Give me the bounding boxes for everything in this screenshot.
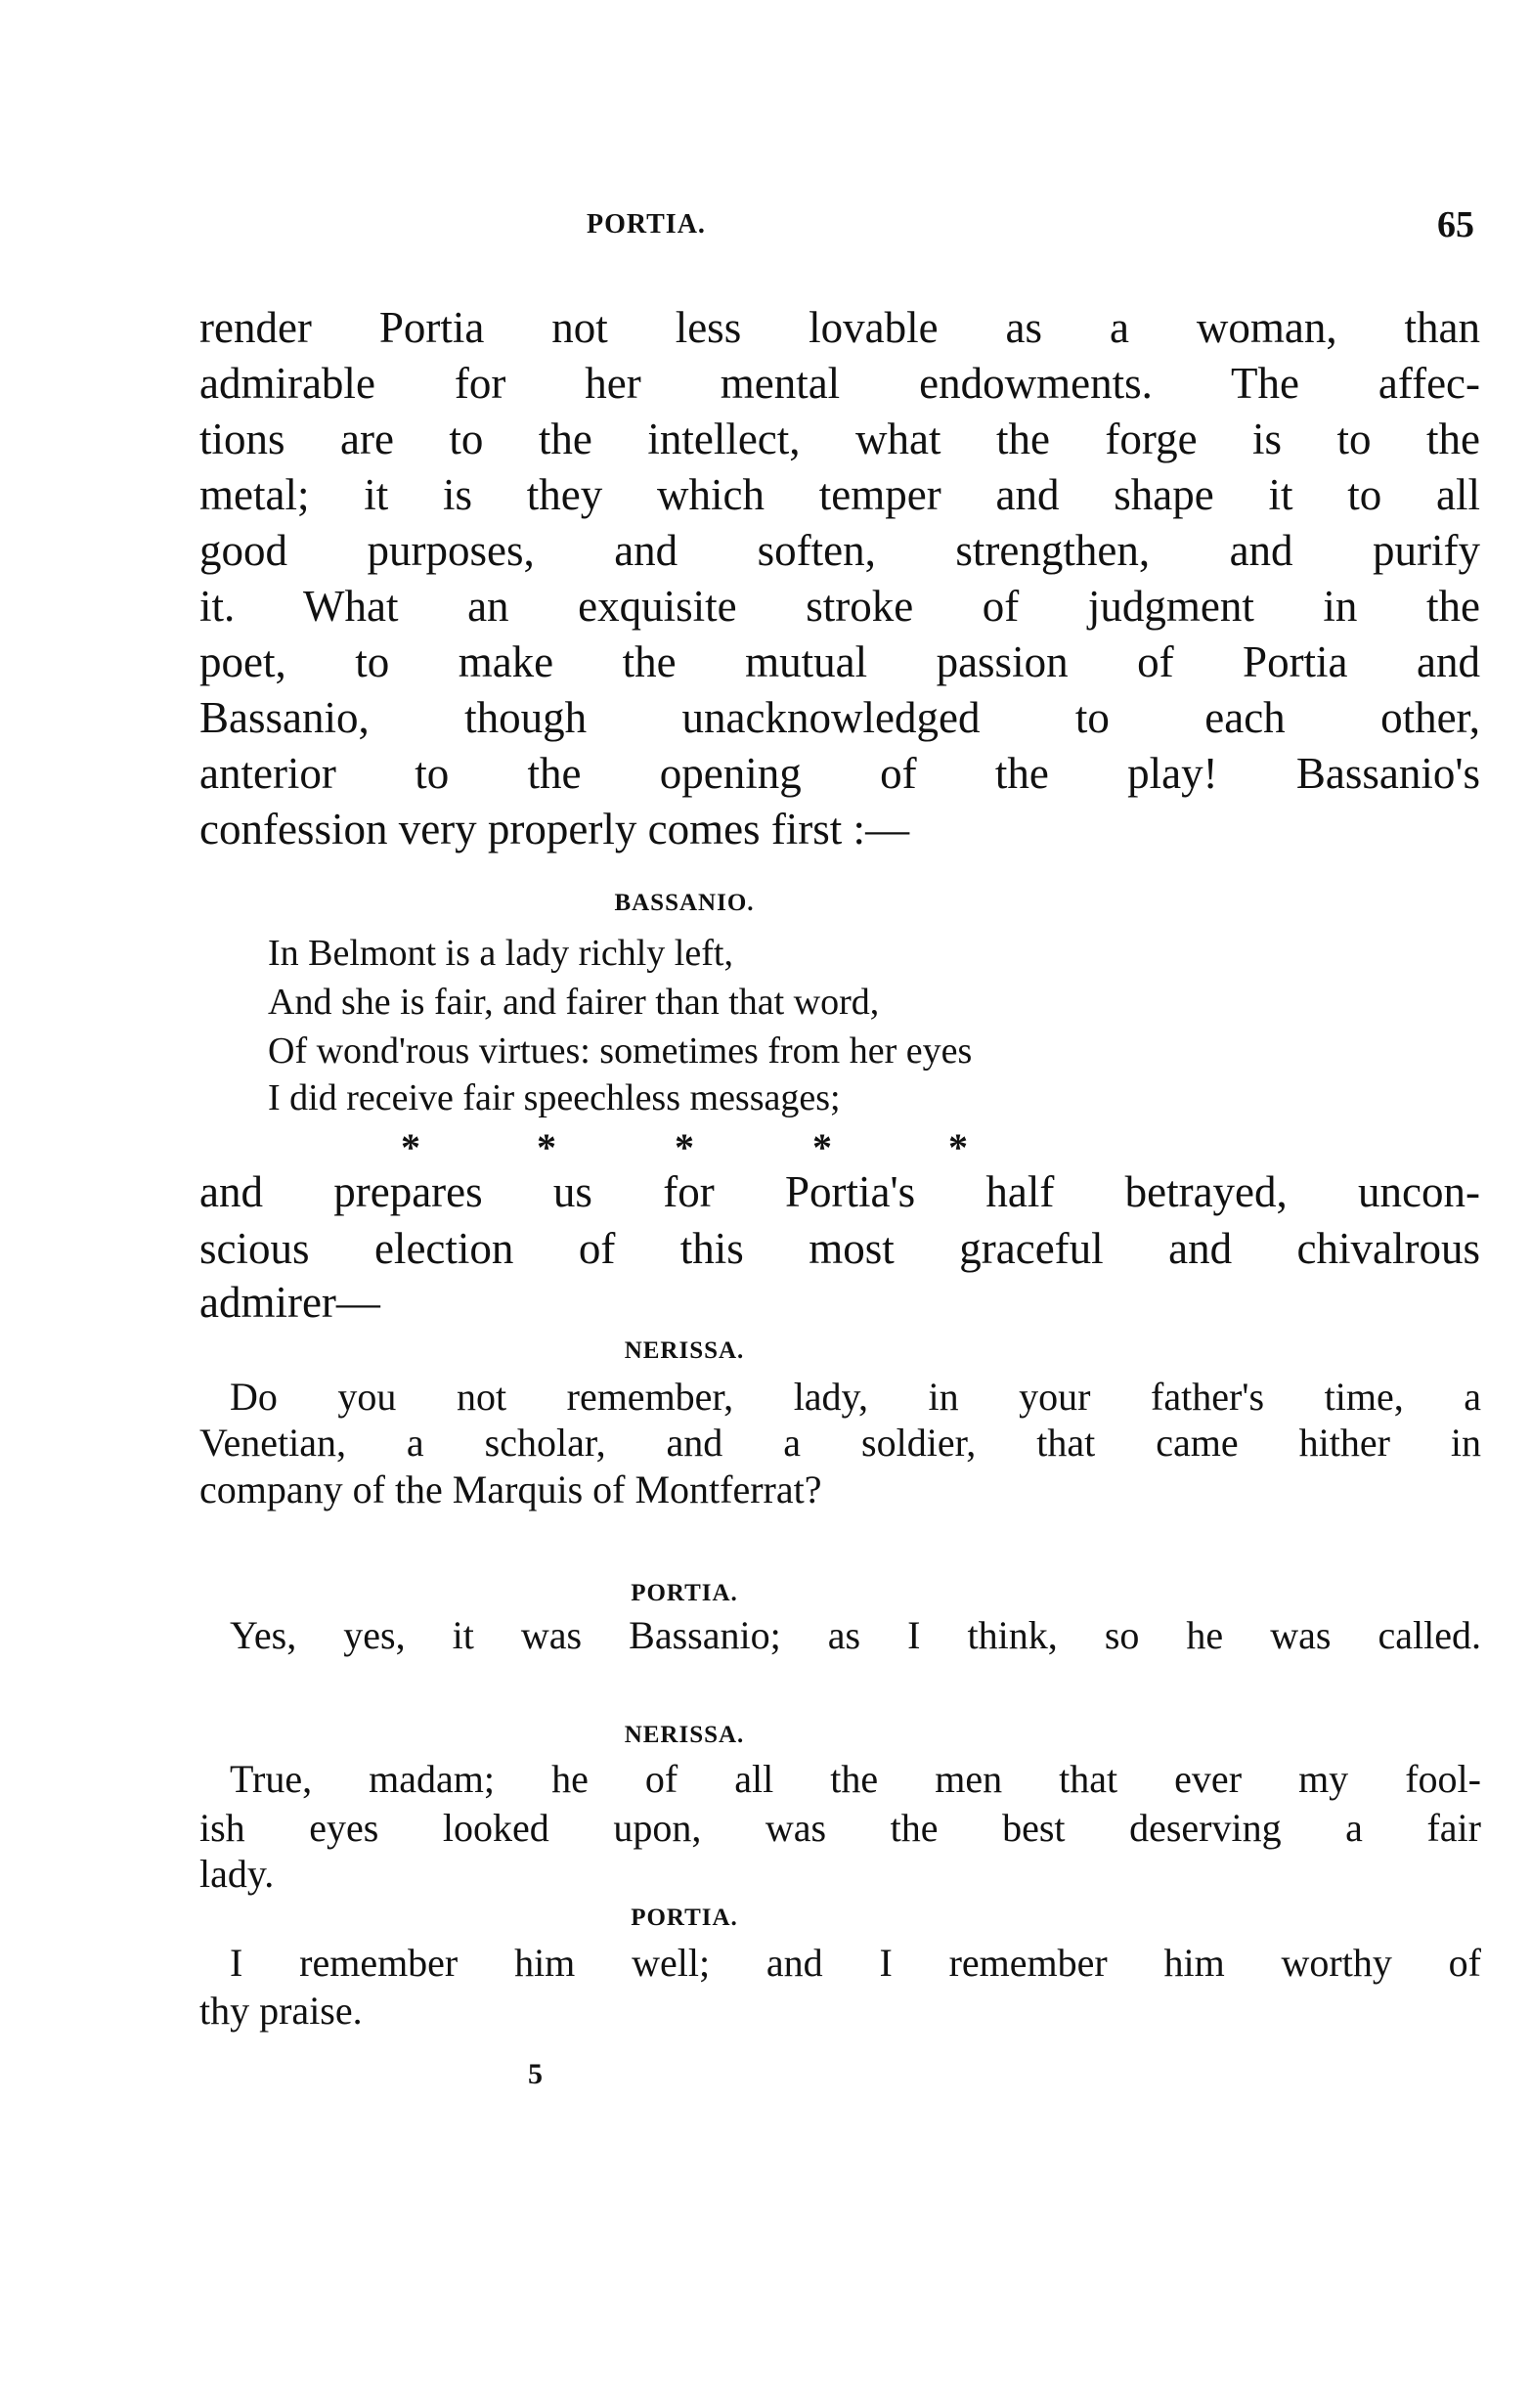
text-line: it. What an exquisite stroke of judgment in the <box>199 582 1480 631</box>
speaker-name: PORTIA. <box>631 1905 738 1931</box>
text-line: admirable for her mental endowments. The affec- <box>199 359 1480 408</box>
text-line: and prepares us for Portia's half betrayed, uncon- <box>199 1167 1480 1216</box>
text-line: confession very properly comes first :— <box>199 805 910 854</box>
asterisk: * <box>812 1125 832 1169</box>
dialogue-line: I remember him well; and I remember him worthy of <box>230 1941 1481 1985</box>
text-line: Bassanio, though unacknowledged to each other, <box>199 693 1480 742</box>
verse-line: Of wond'rous virtues: sometimes from her eyes <box>268 1030 973 1072</box>
asterisk: * <box>948 1125 968 1169</box>
verse-line: And she is fair, and fairer than that word, <box>268 982 880 1023</box>
speaker-name: BASSANIO. <box>614 890 755 916</box>
text-line: scious election of this most graceful and chivalrous <box>199 1224 1480 1273</box>
verse-line: I did receive fair speechless messages; <box>268 1077 841 1118</box>
dialogue-line: Do you not remember, lady, in your father's time, a <box>230 1375 1481 1419</box>
text-line: anterior to the opening of the play! Bassanio's <box>199 749 1480 798</box>
asterisk: * <box>401 1125 420 1169</box>
text-line: metal; it is they which temper and shape it to all <box>199 470 1480 519</box>
dialogue-line: company of the Marquis of Montferrat? <box>199 1467 822 1511</box>
running-title: PORTIA. <box>587 209 706 240</box>
asterisk: * <box>675 1125 694 1169</box>
dialogue-line: lady. <box>199 1852 275 1896</box>
speaker-name: NERISSA. <box>624 1337 745 1364</box>
text-line: admirer— <box>199 1278 380 1327</box>
asterisk: * <box>537 1125 556 1169</box>
verse-line: In Belmont is a lady richly left, <box>268 933 733 974</box>
dialogue-line: True, madam; he of all the men that ever my fool- <box>230 1757 1481 1801</box>
dialogue-line: Venetian, a scholar, and a soldier, that came hither in <box>199 1421 1481 1465</box>
dialogue-line: ish eyes looked upon, was the best deserving a fair <box>199 1806 1481 1850</box>
dialogue-line: thy praise. <box>199 1989 363 2033</box>
text-line: tions are to the intellect, what the forge is to the <box>199 415 1480 463</box>
page-number: 65 <box>1437 204 1474 245</box>
text-line: render Portia not less lovable as a woman, than <box>199 303 1480 352</box>
signature-mark: 5 <box>528 2058 543 2090</box>
speaker-name: NERISSA. <box>624 1722 745 1748</box>
speaker-name: PORTIA. <box>631 1580 738 1606</box>
text-line: poet, to make the mutual passion of Portia and <box>199 637 1480 686</box>
dialogue-line: Yes, yes, it was Bassanio; as I think, so he was called. <box>230 1613 1481 1657</box>
text-line: good purposes, and soften, strengthen, and purify <box>199 526 1480 575</box>
